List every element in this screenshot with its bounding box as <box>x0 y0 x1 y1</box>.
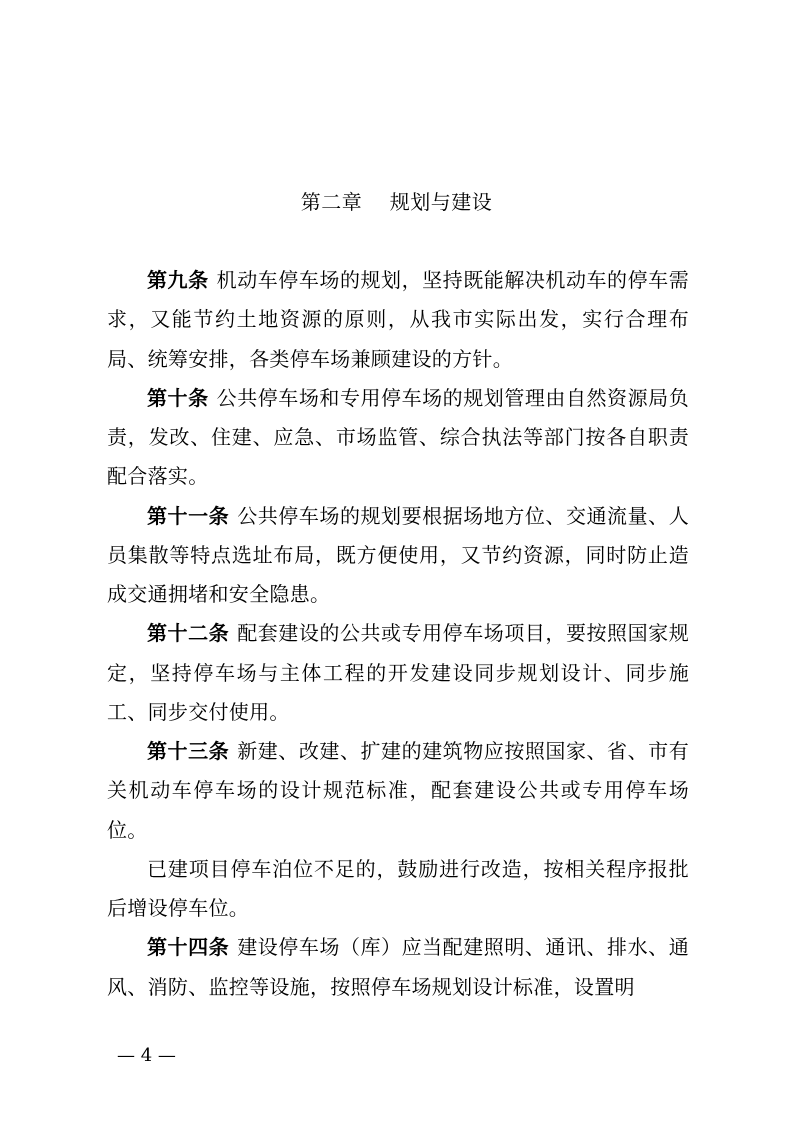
article-text: 配套建设的公共或专用停车场项目，要按照国家规定，坚持停车场与主体工程的开发建设同步规划设计、同步施工、同步交付使用。 <box>107 621 690 724</box>
article-label: 第十四条 <box>147 935 230 960</box>
article-text: 公共停车场和专用停车场的规划管理由自然资源局负责，发改、住建、应急、市场监管、综合执法等部门按各自职责配合落实。 <box>107 385 690 489</box>
article-text: 机动车停车场的规划，坚持既能解决机动车的停车需求，又能节约土地资源的原则，从我市实际出发，实行合理布局、统筹安排，各类停车场兼顾建设的方针。 <box>107 268 690 371</box>
article-label: 第十二条 <box>147 621 230 646</box>
article-10-paragraph <box>107 379 689 497</box>
article-13-paragraph <box>107 732 689 850</box>
article-13-continuation-paragraph <box>107 850 689 929</box>
article-text: 新建、改建、扩建的建筑物应按照国家、省、市有关机动车停车场的设计规范标准，配套建设公共或专用停车场位。 <box>107 739 690 842</box>
article-text: 建设停车场（库）应当配建照明、通讯、排水、通风、消防、监控等设施，按照停车场规划设计标准，设置明 <box>107 935 690 999</box>
article-9-paragraph <box>107 261 689 379</box>
chapter-title: 第二章 规划与建设 <box>300 190 493 214</box>
page-number: — 4 — <box>117 1045 176 1066</box>
article-label: 第十条 <box>147 385 209 410</box>
article-text: 已建项目停车泊位不足的，鼓励进行改造，按相关程序报批后增设停车位。 <box>107 856 689 920</box>
article-text: 公共停车场的规划要根据场地方位、交通流量、人员集散等特点选址布局，既方便使用，又节约资源，同时防止造成交通拥堵和安全隐患。 <box>107 503 690 606</box>
article-14-paragraph <box>107 928 689 1007</box>
article-11-paragraph <box>107 497 689 615</box>
article-12-paragraph <box>107 614 689 732</box>
article-label: 第十一条 <box>147 503 230 528</box>
article-label: 第十三条 <box>147 739 230 763</box>
article-label: 第九条 <box>147 268 209 292</box>
document-body <box>107 261 689 1007</box>
